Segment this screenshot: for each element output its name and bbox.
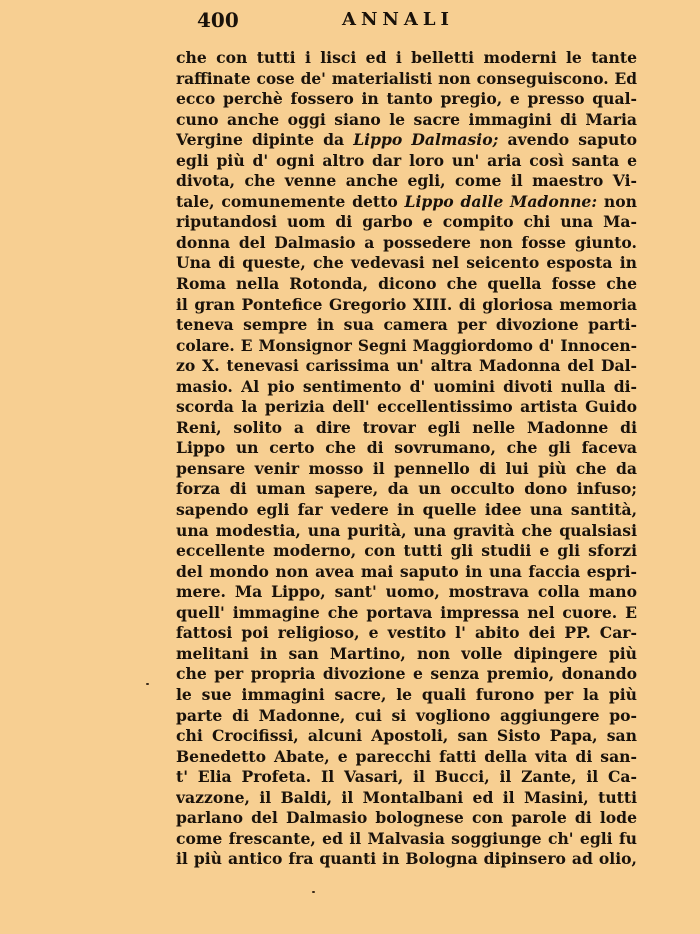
text-line: il gran Pontefice Gregorio XIII. di gloriosa memoria (176, 294, 637, 314)
text-line: t' Elia Profeta. Il Vasari, il Bucci, il Zante, il Ca- (176, 767, 637, 787)
text-line: che con tutti i lisci ed i belletti moderni le tante (176, 48, 637, 67)
page-number: 400 (197, 8, 239, 32)
text-line: masio. Al pio sentimento d' uomini divoti nulla di- (176, 376, 637, 396)
text-line: vazzone, il Baldi, il Montalbani ed il Masini, tutti (176, 787, 637, 807)
italic-name: Lippo Dalmasio; (353, 130, 499, 150)
text-line: zo X. tenevasi carissima un' altra Madonna del Dal- (176, 356, 637, 376)
text-line: ecco perchè fossero in tanto pregio, e presso qual- (176, 89, 637, 109)
text-line: divota, che venne anche egli, come il maestro Vi- (176, 171, 637, 191)
print-speck (312, 891, 315, 893)
text-line: parlano del Dalmasio bolognese con parole di lode (176, 808, 637, 828)
body-text (176, 48, 637, 870)
running-title: ANNALI (342, 9, 454, 30)
text-line: teneva sempre in sua camera per divozione parti- (176, 315, 637, 335)
italic-name: Lippo dalle Madonne: (404, 191, 598, 211)
text-line: tale, comunemente detto Lippo dalle Madonne: non (176, 191, 637, 211)
text-line: melitani in san Martino, non volle dipingere più (176, 643, 637, 663)
text-line: fattosi poi religioso, e vestito l' abito dei PP. Car- (176, 623, 637, 643)
text-line: donna del Dalmasio a possedere non fosse giunto. (176, 232, 637, 252)
text-line: Lippo un certo che di sovrumano, che gli faceva (176, 438, 637, 458)
text-line: Roma nella Rotonda, dicono che quella fosse che (176, 274, 637, 294)
text-line: del mondo non avea mai saputo in una faccia espri- (176, 561, 637, 581)
text-line: Benedetto Abate, e parecchi fatti della vita di san- (176, 746, 637, 766)
text-line: come frescante, ed il Malvasia soggiunge ch' egli fu (176, 828, 637, 848)
text-line: riputandosi uom di garbo e compito chi una Ma- (176, 212, 637, 232)
text-line: cuno anche oggi siano le sacre immagini di Maria (176, 109, 637, 129)
text-line: scorda la perizia dell' eccellentissimo artista Guido (176, 397, 637, 417)
text-line: una modestia, una purità, una gravità che qualsiasi (176, 520, 637, 540)
text-line: egli più d' ogni altro dar loro un' aria così santa e (176, 150, 637, 170)
text-line: Una di queste, che vedevasi nel seicento esposta in (176, 253, 637, 273)
text-line: il più antico fra quanti in Bologna dipinsero ad olio, (176, 849, 637, 869)
text-line: pensare venir mosso il pennello di lui più che da (176, 458, 637, 478)
text-line: sapendo egli far vedere in quelle idee una santità, (176, 500, 637, 520)
running-head (0, 8, 700, 36)
text-line: chi Crocifissi, alcuni Apostoli, san Sisto Papa, san (176, 726, 637, 746)
text-line: quell' immagine che portava impressa nel cuore. E (176, 602, 637, 622)
text-line: colare. E Monsignor Segni Maggiordomo d' Innocen- (176, 336, 637, 355)
text-line: raffinate cose de' materialisti non conseguiscono. Ed (176, 69, 637, 88)
text-line: le sue immagini sacre, le quali furono per la più (176, 684, 637, 704)
text-line: Vergine dipinte da Lippo Dalmasio; avendo saputo (176, 130, 637, 150)
text-line: che per propria divozione e senza premio, donando (176, 664, 637, 684)
text-line: eccellente moderno, con tutti gli studii e gli sforzi (176, 541, 637, 561)
text-line: parte di Madonne, cui si vogliono aggiungere po- (176, 705, 637, 725)
text-line: forza di uman sapere, da un occulto dono infuso; (176, 479, 637, 499)
text-line: mere. Ma Lippo, sant' uomo, mostrava colla mano (176, 582, 637, 602)
text-line: Reni, solito a dire trovar egli nelle Madonne di (176, 417, 637, 437)
print-speck (146, 683, 149, 685)
